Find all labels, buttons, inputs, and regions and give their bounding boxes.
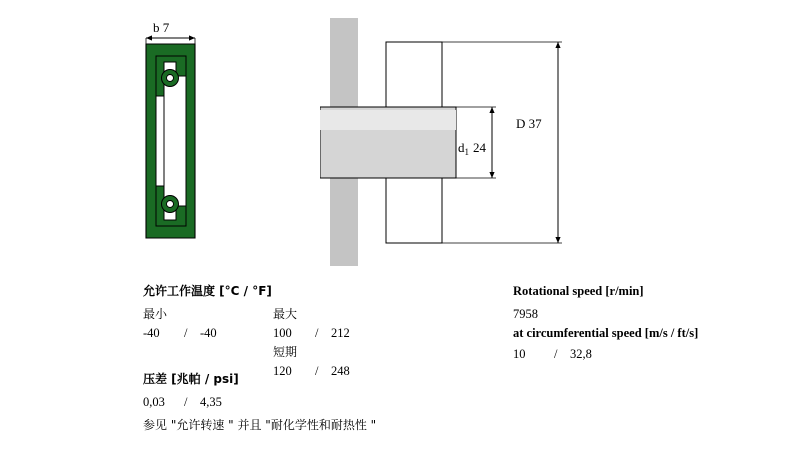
speed-sep: / [554, 347, 558, 361]
width-dimension-label: b 7 [153, 20, 170, 35]
seal-cross-section-drawing [120, 10, 300, 260]
temp-sep-2: / [315, 326, 319, 340]
pressure-heading: 压差 [兆帕 / psi] [143, 372, 239, 386]
shaft-housing-drawing [320, 10, 620, 270]
temp-max-f: 212 [331, 326, 350, 340]
temp-min-f: -40 [200, 326, 217, 340]
outer-diameter-label: D 37 [516, 116, 542, 131]
temp-sep-1: / [184, 326, 188, 340]
temperature-block [143, 285, 473, 384]
pressure-row [143, 396, 473, 415]
temp-min-c: -40 [143, 326, 160, 340]
speed-block [513, 285, 793, 367]
temp-shortterm-label: 短期 [273, 345, 298, 359]
housing-block-upper [386, 42, 442, 107]
temp-sep-3: / [315, 364, 319, 378]
speed-heading: Rotational speed [r/min] [513, 284, 644, 298]
temperature-row [143, 327, 473, 346]
temperature-col-max: 最大 [273, 307, 298, 321]
pressure-sep: / [184, 395, 188, 409]
seal-body [146, 44, 195, 238]
pressure-block [143, 373, 473, 415]
pressure-mpa: 0,03 [143, 395, 165, 409]
pressure-psi: 4,35 [200, 395, 222, 409]
speed-row [513, 348, 793, 367]
note-block [143, 419, 543, 432]
speed-fts: 32,8 [570, 347, 592, 361]
temperature-col-min: 最小 [143, 307, 168, 321]
speed-ms: 10 [513, 347, 526, 361]
temp-max-c: 100 [273, 326, 292, 340]
temp-shortterm-f: 248 [331, 364, 350, 378]
temperature-row [143, 346, 473, 365]
speed-subheading: at circumferential speed [m/s / ft/s] [513, 326, 699, 340]
shaft-section-svg [320, 10, 620, 275]
shaft-diameter-label: $d_1$ 24 [458, 140, 486, 157]
temp-shortterm-c: 120 [273, 364, 292, 378]
speed-value: 7958 [513, 307, 538, 321]
seal-section-svg [120, 10, 300, 260]
note-text: 参见 "允许转速 " 并且 "耐化学性和耐热性 " [143, 418, 377, 432]
temperature-heading: 允许工作温度 [°C / °F] [143, 284, 272, 298]
housing-block-lower [386, 178, 442, 243]
